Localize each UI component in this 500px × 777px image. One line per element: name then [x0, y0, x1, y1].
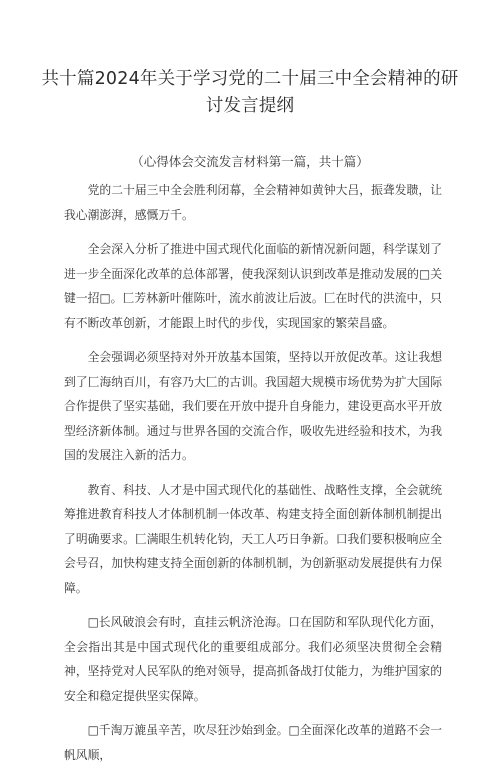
document-body	[64, 178, 442, 777]
paragraph: □千淘万漉虽辛苦，吹尽狂沙始到金。□全面深化改革的道路不会一帆风顺，	[64, 723, 442, 762]
paragraph: 全会深入分析了推进中国式现代化面临的新情况新问题，科学谋划了进一步全面深化改革的总体部署，使我深刻认识到改革是推动发展的□关键一招□。匚芳林新叶催陈叶，流水前波让后波。匚在时代的洪流中，只有不断改革创新，才能跟上时代的步伐，实现国家的繁荣昌盛。	[64, 242, 442, 330]
paragraph: 教育、科技、人才是中国式现代化的基础性、战略性支撑，全会就统筹推进教育科技人才体制机制一体改革、构建支持全面创新体制机制提出了明确要求。匚满眼生机转化钧，天工人巧日争新。口我们要积极响应全会号召，加快构建支持全面创新的体制机制，为创新驱动发展提供有力保障。	[64, 482, 442, 595]
paragraph: □长风破浪会有时，直挂云帆济沧海。口在国防和军队现代化方面，全会指出其是中国式现代化的重要组成部分。我们必须坚决贯彻全会精神，坚持党对人民军队的绝对领导，提高抓备战打仗能力，为维护国家的安全和稳定提供坚实保障。	[64, 615, 442, 703]
document-subtitle: （心得体会交流发言材料第一篇，共十篇）	[131, 154, 369, 169]
paragraph: 党的二十届三中全会胜利闭幕，全会精神如黄钟大吕，振聋发聩，让我心潮澎湃，感慨万千。	[64, 183, 442, 222]
document-title: 共十篇2024年关于学习党的二十届三中全会精神的研讨发言提纲	[41, 69, 459, 116]
paragraph: 全会强调必须坚持对外开放基本国策，坚持以开放促改革。这让我想到了匚海纳百川，有容乃大匚的古训。我国超大规模市场优势为扩大国际合作提供了坚实基础，我们要在开放中提升自身能力，建设更高水平开放型经济新体制。通过与世界各国的交流合作，吸收先进经验和技术，为我国的发展注入新的活力。	[64, 350, 442, 462]
